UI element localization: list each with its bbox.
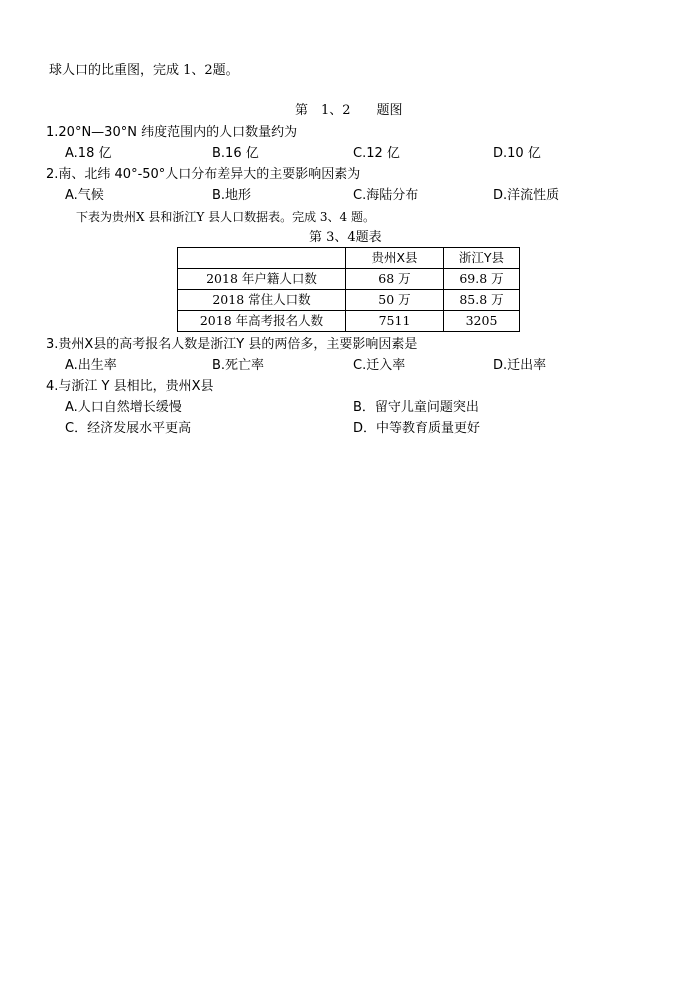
question-3-option-c: C.迁入率 — [353, 358, 406, 373]
table-cell: 2018 年高考报名人数 — [178, 311, 346, 332]
table-caption: 第 3、4题表 — [309, 230, 382, 245]
question-2-option-b: B.地形 — [212, 188, 252, 203]
question-3-stem: 3.贵州X县的高考报名人数是浙江Y 县的两倍多，主要影响因素是 — [46, 337, 418, 352]
table-row — [178, 269, 520, 290]
question-4-option-d: D．中等教育质量更好 — [353, 421, 481, 436]
question-2-stem: 2.南、北纬 40°-50°人口分布差异大的主要影响因素为 — [46, 167, 361, 182]
table-intro: 下表为贵州X 县和浙江Y 县人口数据表。完成 3、4 题。 — [76, 210, 375, 224]
question-4-stem: 4.与浙江 Y 县相比，贵州X县 — [46, 379, 214, 394]
question-1-option-c: C.12 亿 — [353, 146, 400, 161]
table-header-cell: 贵州X县 — [346, 248, 444, 269]
question-3-option-d: D.迁出率 — [493, 358, 547, 373]
table-cell: 50 万 — [346, 290, 444, 311]
table-cell: 7511 — [346, 311, 444, 332]
table-header-cell — [178, 248, 346, 269]
question-2-option-a: A.气候 — [65, 188, 104, 203]
table-cell: 2018 常住人口数 — [178, 290, 346, 311]
table-cell: 2018 年户籍人口数 — [178, 269, 346, 290]
intro-line: 球人口的比重图，完成 1、2题。 — [49, 63, 239, 78]
table-row — [178, 311, 520, 332]
figure-caption: 第 1、2 题图 — [295, 103, 403, 118]
question-2-option-c: C.海陆分布 — [353, 188, 419, 203]
question-1-option-a: A.18 亿 — [65, 146, 112, 161]
question-3-option-b: B.死亡率 — [212, 358, 265, 373]
table-cell: 85.8 万 — [444, 290, 520, 311]
question-3-option-a: A.出生率 — [65, 358, 117, 373]
question-4-option-b: B．留守儿童问题突出 — [353, 400, 479, 415]
question-4-option-c: C．经济发展水平更高 — [65, 421, 192, 436]
population-table — [177, 247, 520, 332]
table-row — [178, 290, 520, 311]
table-header-row — [178, 248, 520, 269]
table-cell: 69.8 万 — [444, 269, 520, 290]
table-cell: 68 万 — [346, 269, 444, 290]
question-4-option-a: A.人口自然增长缓慢 — [65, 400, 182, 415]
question-1-option-d: D.10 亿 — [493, 146, 541, 161]
question-1-stem: 1.20°N—30°N 纬度范围内的人口数量约为 — [46, 125, 298, 140]
table-header-cell: 浙江Y县 — [444, 248, 520, 269]
table-cell: 3205 — [444, 311, 520, 332]
question-1-option-b: B.16 亿 — [212, 146, 259, 161]
question-2-option-d: D.洋流性质 — [493, 188, 560, 203]
